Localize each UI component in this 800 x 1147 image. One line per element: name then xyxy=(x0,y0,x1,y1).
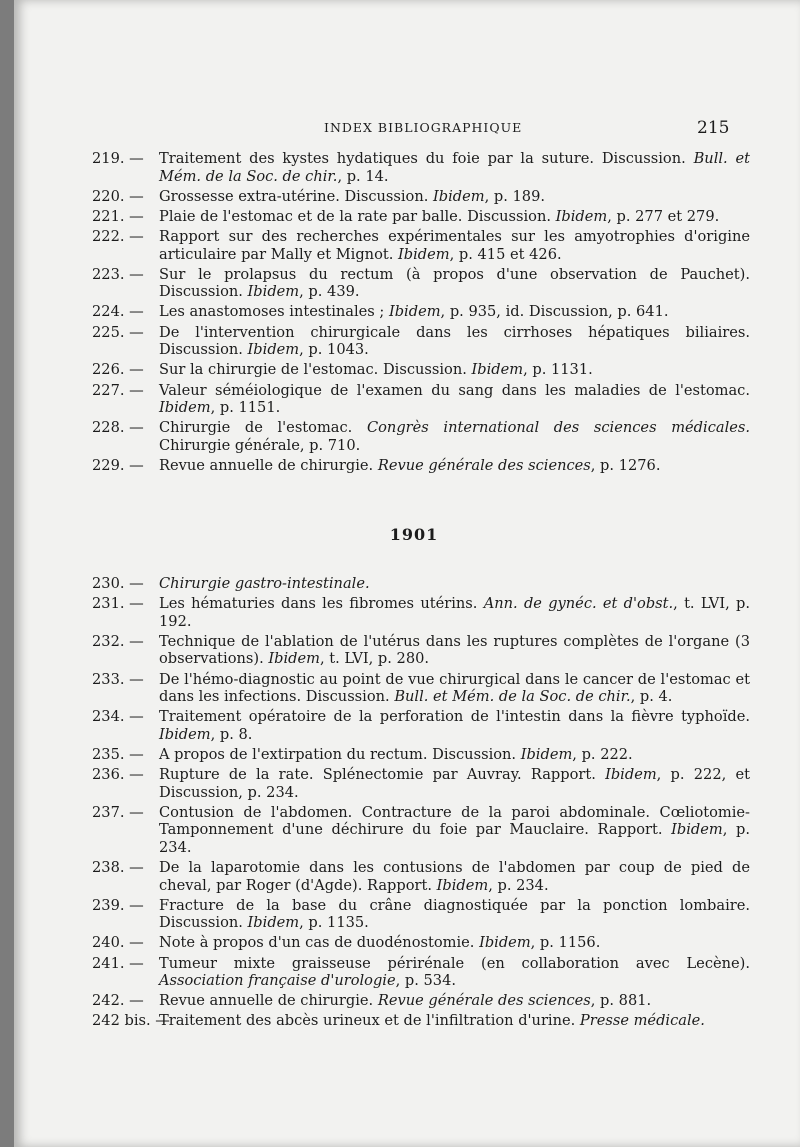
entry-pages: , p. 439. xyxy=(299,283,360,301)
entry-title: Les anastomoses intestinales ; xyxy=(159,303,385,321)
entry-pages: , t. LVI, p. 280. xyxy=(319,650,430,668)
entry-pages: , p. 222, et Discussion, p. 234. xyxy=(159,766,750,801)
entry-title: Rupture de la rate. Splénectomie par Auvray. Rapport. xyxy=(159,766,596,784)
bibliography-entry xyxy=(92,766,750,801)
entry-title: Valeur séméiologique de l'examen du sang dans les maladies de l'estomac. xyxy=(159,381,750,399)
entry-source: Bull. et Mém. de la Soc. de chir. xyxy=(394,688,631,706)
page-number: 215 xyxy=(697,118,730,138)
entry-pages: , p. 935, id. Discussion, p. 641. xyxy=(440,303,669,321)
entry-number: 232. — xyxy=(92,632,144,650)
entry-pages: , p. 4. xyxy=(630,688,673,706)
bibliography-entry xyxy=(92,992,750,1010)
bibliography-entry xyxy=(92,382,750,417)
entry-source: Ibidem xyxy=(398,245,450,263)
entry-number: 228. — xyxy=(92,419,144,437)
bibliography-list-1901 xyxy=(92,575,750,1033)
entry-source: Ibidem xyxy=(436,876,489,894)
entry-source: Ibidem xyxy=(159,399,211,416)
entry-pages: , p. 8. xyxy=(210,725,253,743)
entry-title: Grossesse extra-utérine. Discussion. xyxy=(159,187,429,205)
entry-number: 224. — xyxy=(92,303,144,321)
bibliography-entry xyxy=(92,671,750,706)
entry-source: Ibidem xyxy=(247,283,300,301)
bibliography-entry xyxy=(92,361,750,379)
entry-title: Traitement des kystes hydatiques du foie par la suture. Discussion. xyxy=(159,150,686,167)
entry-pages: , p. 1043. xyxy=(299,341,369,359)
bibliography-entry xyxy=(92,266,750,301)
entry-source: Revue générale des sciences xyxy=(377,992,591,1010)
entry-number: 239. — xyxy=(92,896,144,914)
entry-pages: , p. 1276. xyxy=(590,456,661,474)
entry-title: Tumeur mixte graisseuse périrénale (en collaboration avec Lecène). xyxy=(159,954,750,972)
bibliography-entry xyxy=(92,746,750,764)
running-title: INDEX BIBLIOGRAPHIQUE xyxy=(324,120,523,135)
entry-source: Revue générale des sciences xyxy=(377,456,591,474)
entry-source: Ibidem xyxy=(433,187,485,205)
bibliography-entry xyxy=(92,575,750,593)
entry-pages: , p. 881. xyxy=(590,992,652,1010)
bibliography-entry xyxy=(92,1012,750,1030)
entry-number: 234. — xyxy=(92,708,144,726)
entry-source: Ibidem xyxy=(268,650,320,668)
entry-number: 231. — xyxy=(92,595,144,613)
entry-source: Presse médicale. xyxy=(579,1012,705,1030)
entry-number: 222. — xyxy=(92,228,144,246)
entry-number: 223. — xyxy=(92,265,144,283)
entry-pages: , p. 1131. xyxy=(523,361,593,379)
entry-pages: , p. 189. xyxy=(484,187,546,205)
entry-source: Chirurgie gastro-intestinale. xyxy=(159,575,370,592)
entry-title: A propos de l'extirpation du rectum. Discussion. xyxy=(159,745,517,763)
entry-pages: Chirurgie générale, p. 710. xyxy=(159,436,361,454)
entry-source: Ibidem xyxy=(479,934,531,952)
year-heading: 1901 xyxy=(389,525,439,544)
bibliography-entry xyxy=(92,595,750,630)
bibliography-entry xyxy=(92,804,750,857)
entry-source: Ibidem xyxy=(471,361,524,379)
entry-number: 230. — xyxy=(92,575,144,592)
entry-title: Fracture de la base du crâne diagnostiquée par la ponction lombaire. Discussion. xyxy=(159,896,750,932)
entry-number: 233. — xyxy=(92,670,144,688)
bibliography-entry xyxy=(92,324,750,359)
book-page xyxy=(14,0,800,1147)
entry-source: Ibidem xyxy=(247,914,300,932)
entry-title: Traitement des abcès urineux et de l'infiltration d'urine. xyxy=(159,1012,576,1030)
entry-source: Bull. et Mém. de la Soc. de chir. xyxy=(159,150,750,185)
entry-title: Sur la chirurgie de l'estomac. Discussion. xyxy=(159,361,467,379)
entry-pages: , t. LVI, p. 192. xyxy=(159,595,751,630)
entry-number: 227. — xyxy=(92,381,144,399)
entry-pages: , p. 1151. xyxy=(210,399,281,416)
entry-pages: , p. 1156. xyxy=(530,934,601,952)
entry-title: Chirurgie de l'estomac. xyxy=(159,419,353,437)
entry-number: 242 bis. — xyxy=(92,1012,170,1030)
bibliography-entry xyxy=(92,419,750,454)
entry-number: 220. — xyxy=(92,187,144,205)
entry-title: Note à propos d'un cas de duodénostomie. xyxy=(159,934,475,952)
bibliography-entry xyxy=(92,303,750,321)
entry-number: 225. — xyxy=(92,323,144,341)
entry-title: Rapport sur des recherches expérimentales sur les amyotrophies d'origine articulaire par Mally et Mignot. xyxy=(159,228,750,263)
entry-number: 229. — xyxy=(92,456,144,474)
entry-number: 242. — xyxy=(92,992,144,1010)
entry-number: 238. — xyxy=(92,859,144,876)
entry-title: De l'intervention chirurgicale dans les cirrhoses hépatiques biliaires. Discussion. xyxy=(159,323,750,359)
entry-title: Revue annuelle de chirurgie. xyxy=(159,456,374,474)
entry-pages: , p. 534. xyxy=(395,972,457,990)
entry-pages: , p. 277 et 279. xyxy=(607,207,720,225)
entry-source: Ibidem xyxy=(159,725,211,743)
entry-pages: , p. 415 et 426. xyxy=(449,245,562,263)
entry-pages: , p. 14. xyxy=(337,167,389,185)
page-header xyxy=(14,118,800,142)
bibliography-entry xyxy=(92,708,750,743)
bibliography-entry xyxy=(92,955,750,990)
entry-pages: , p. 222. xyxy=(572,745,633,763)
entry-source: Ibidem xyxy=(555,207,608,225)
entry-pages: , p. 234. xyxy=(159,821,750,856)
entry-title: Contusion de l'abdomen. Contracture de la paroi abdominale. Cœliotomie-Tamponnement d'une déchirure du foie par Mauclaire. Rapport. xyxy=(159,803,750,839)
entry-title: Sur le prolapsus du rectum (à propos d'une observation de Pauchet). Discussion. xyxy=(159,265,750,301)
entry-number: 241. — xyxy=(92,954,144,972)
bibliography-entry xyxy=(92,457,750,475)
entry-title: Plaie de l'estomac et de la rate par balle. Discussion. xyxy=(159,207,551,225)
entry-number: 237. — xyxy=(92,803,144,821)
bibliography-entry xyxy=(92,633,750,668)
entry-pages: , p. 1135. xyxy=(299,914,369,932)
bibliography-list-before xyxy=(92,150,750,477)
entry-source: Ibidem xyxy=(605,766,657,784)
entry-source: Ibidem xyxy=(671,821,723,839)
entry-title: Technique de l'ablation de l'utérus dans les ruptures complètes de l'organe (3 observations). xyxy=(159,632,750,668)
entry-title: De la laparotomie dans les contusions de l'abdomen par coup de pied de cheval, par Roger (d'Agde). Rapport. xyxy=(159,859,750,894)
bibliography-entry xyxy=(92,150,750,185)
entry-title: De l'hémo-diagnostic au point de vue chirurgical dans le cancer de l'estomac et dans les infections. Discussion. xyxy=(159,670,750,706)
entry-source: Association française d'urologie xyxy=(159,972,396,990)
entry-number: 236. — xyxy=(92,766,144,784)
entry-number: 226. — xyxy=(92,361,144,379)
entry-number: 221. — xyxy=(92,207,144,225)
bibliography-entry xyxy=(92,208,750,226)
bibliography-entry xyxy=(92,228,750,263)
entry-pages: , p. 234. xyxy=(488,876,549,894)
bibliography-entry xyxy=(92,897,750,932)
entry-number: 235. — xyxy=(92,745,144,763)
entry-title: Traitement opératoire de la perforation de l'intestin dans la fièvre typhoïde. xyxy=(159,708,750,726)
entry-title: Revue annuelle de chirurgie. xyxy=(159,992,374,1010)
entry-source: Ann. de gynéc. et d'obst. xyxy=(483,595,674,613)
bibliography-entry xyxy=(92,859,750,894)
entry-source: Congrès international des sciences médicales. xyxy=(366,419,750,437)
bibliography-entry xyxy=(92,188,750,206)
entry-number: 219. — xyxy=(92,150,144,167)
bibliography-entry xyxy=(92,934,750,952)
entry-number: 240. — xyxy=(92,934,144,952)
entry-source: Ibidem xyxy=(388,303,441,321)
entry-source: Ibidem xyxy=(520,745,573,763)
entry-title: Les hématuries dans les fibromes utérins. xyxy=(159,595,478,613)
entry-source: Ibidem xyxy=(247,341,300,359)
